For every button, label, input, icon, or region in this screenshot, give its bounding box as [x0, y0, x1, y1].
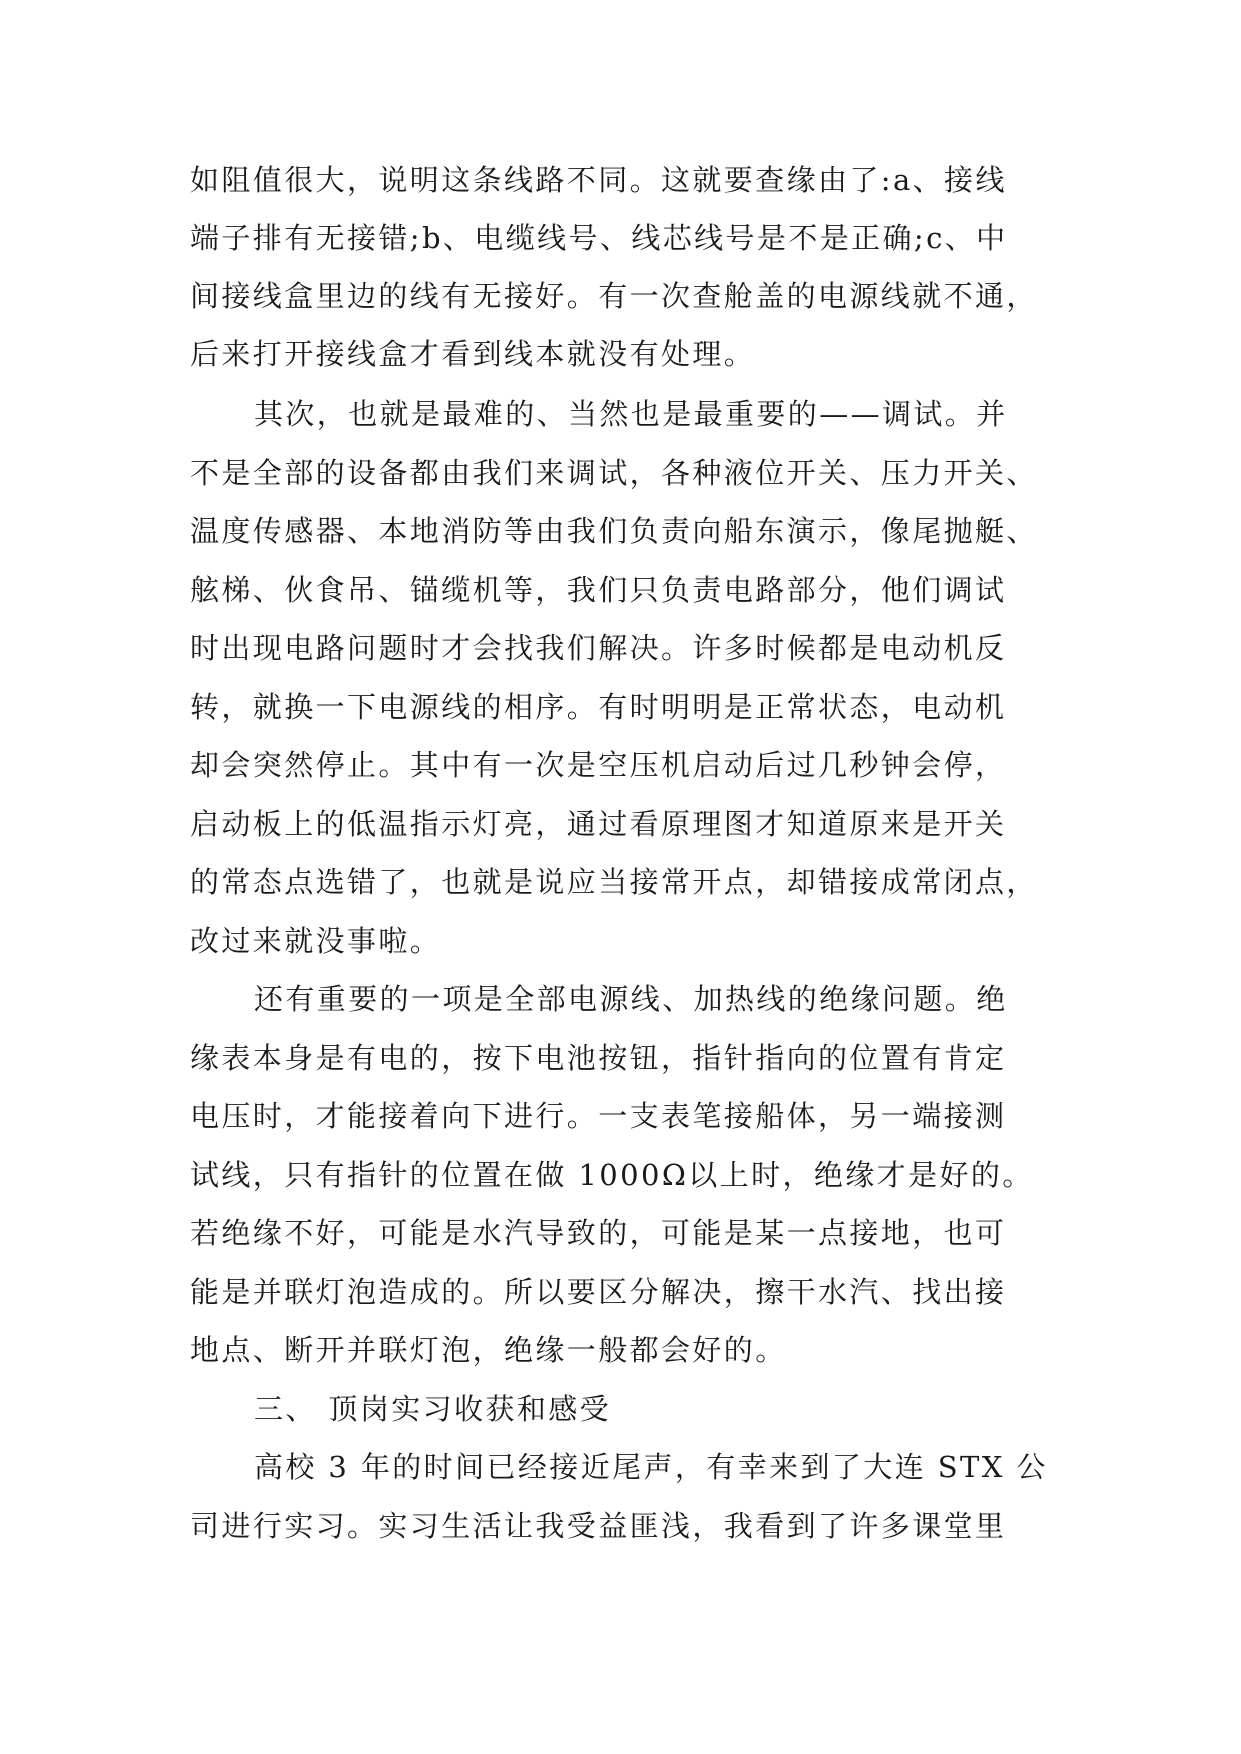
- paragraph-start-line: 高校 3 年的时间已经接近尾声，有幸来到了大连 STX 公: [254, 1450, 1048, 1484]
- text-line: 舷梯、伙食吊、锚缆机等，我们只负责电路部分，他们调试: [190, 573, 1007, 607]
- section-heading: 三、 顶岗实习收获和感受: [254, 1392, 612, 1426]
- text-line: 不是全部的设备都由我们来调试，各种液位开关、压力开关、: [190, 456, 1038, 490]
- text-line: 启动板上的低温指示灯亮，通过看原理图才知道原来是开关: [190, 807, 1007, 841]
- text-line: 间接线盒里边的线有无接好。有一次查舱盖的电源线就不通，: [190, 279, 1038, 313]
- text-line: 电压时，才能接着向下进行。一支表笔接船体，另一端接测: [190, 1099, 1007, 1133]
- text-line: 温度传感器、本地消防等由我们负责向船东演示，像尾抛艇、: [190, 514, 1038, 548]
- text-line: 端子排有无接错;b、电缆线号、线芯线号是不是正确;c、中: [190, 221, 1008, 255]
- text-line: 改过来就没事啦。: [190, 924, 442, 958]
- paragraph-start-line: 其次，也就是最难的、当然也是最重要的——调试。并: [254, 397, 1008, 431]
- text-line: 地点、断开并联灯泡，绝缘一般都会好的。: [190, 1333, 787, 1367]
- text-line: 缘表本身是有电的，按下电池按钮，指针指向的位置有肯定: [190, 1041, 1007, 1075]
- text-line: 司进行实习。实习生活让我受益匪浅，我看到了许多课堂里: [190, 1509, 1007, 1543]
- text-line: 后来打开接线盒才看到线本就没有处理。: [190, 337, 756, 371]
- text-line: 能是并联灯泡造成的。所以要区分解决，擦干水汽、找出接: [190, 1275, 1007, 1309]
- text-line: 转，就换一下电源线的相序。有时明明是正常状态，电动机: [190, 690, 1007, 724]
- paragraph-start-line: 还有重要的一项是全部电源线、加热线的绝缘问题。绝: [254, 982, 1008, 1016]
- text-line: 若绝缘不好，可能是水汽导致的，可能是某一点接地，也可: [190, 1216, 1007, 1250]
- text-line: 却会突然停止。其中有一次是空压机启动后过几秒钟会停，: [190, 748, 1007, 782]
- text-line: 的常态点选错了，也就是说应当接常开点，却错接成常闭点，: [190, 865, 1038, 899]
- text-line: 时出现电路问题时才会找我们解决。许多时候都是电动机反: [190, 631, 1007, 665]
- text-line: 如阻值很大，说明这条线路不同。这就要查缘由了:a、接线: [190, 163, 1007, 197]
- text-line: 试线，只有指针的位置在做 1000Ω以上时，绝缘才是好的。: [190, 1158, 1034, 1192]
